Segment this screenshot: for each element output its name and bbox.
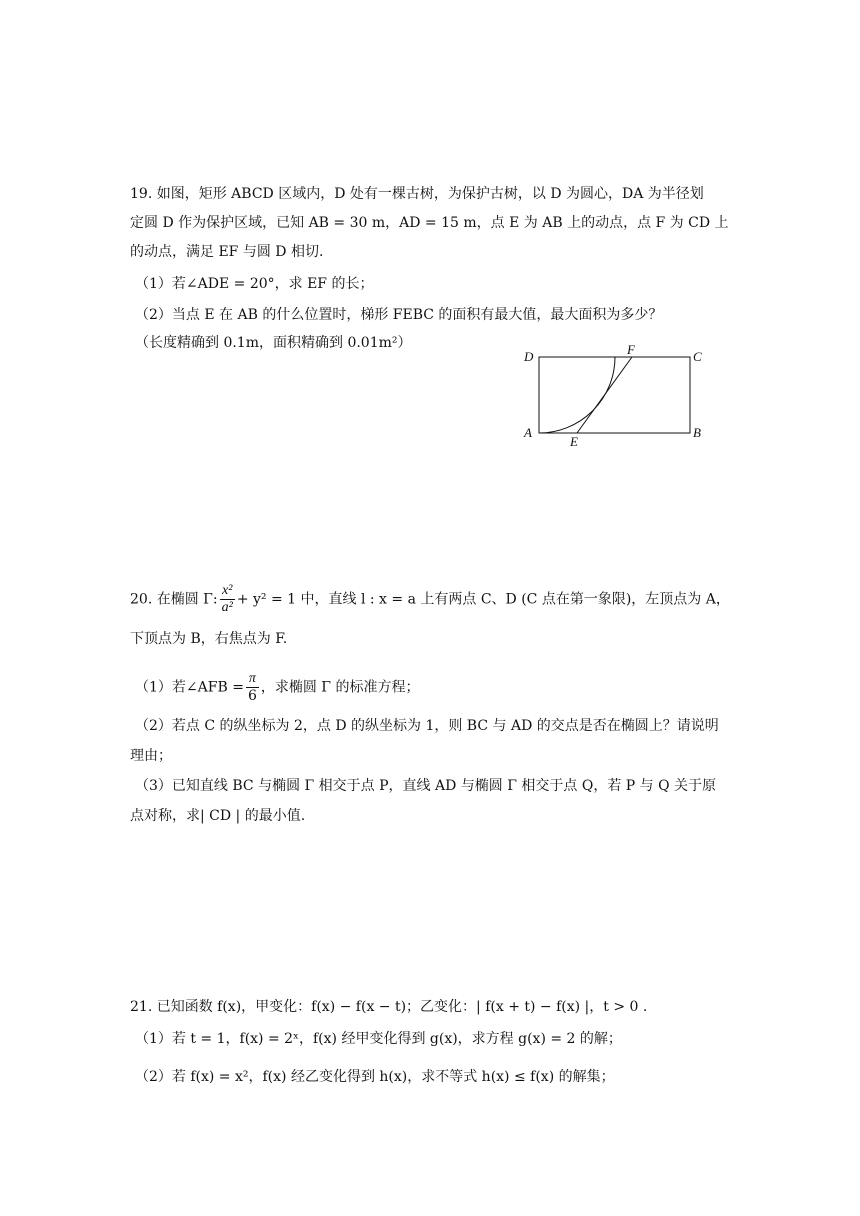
q20-line-2: 下顶点为 B，右焦点为 F. — [130, 631, 288, 647]
fraction-denominator: a² — [221, 600, 233, 615]
q21-part-2: （2）若 f(x) = x²，f(x) 经乙变化得到 h(x)，求不等式 h(x) ≤ f(x) 的解集； — [135, 1069, 615, 1085]
fraction-numerator: x² — [220, 583, 235, 600]
label-f: F — [627, 342, 635, 357]
circle-arc — [539, 357, 615, 433]
q20-line-1-post: + y² = 1 中，直线 l : x = a 上有两点 C、D (C 点在第一象限)，左顶点为 A， — [236, 591, 730, 608]
q20-line-1-pre: 20. 在椭圆 Γ: — [130, 591, 218, 608]
q21-line-1: 21. 已知函数 f(x)，甲变化：f(x) − f(x − t)；乙变化：| f(x + t) − f(x) |，t > 0 . — [130, 999, 648, 1015]
label-d: D — [524, 349, 534, 364]
label-c: C — [693, 349, 702, 364]
tangent-ef — [577, 357, 632, 433]
q20-part-2-a: （2）若点 C 的纵坐标为 2，点 D 的纵坐标为 1，则 BC 与 AD 的交点是否在椭圆上？请说明 — [135, 718, 719, 734]
q20-line-1 — [130, 583, 730, 616]
q20-part-3-a: （3）已知直线 BC 与椭圆 Γ 相交于点 P，直线 AD 与椭圆 Γ 相交于点 Q，若 P 与 Q 关于原 — [135, 778, 717, 794]
label-a: A — [524, 425, 532, 440]
q19-part-2: （2）当点 E 在 AB 的什么位置时，梯形 FEBC 的面积有最大值，最大面积为多少？ — [135, 307, 663, 323]
q20-part-3-b: 点对称，求| CD | 的最小值. — [130, 808, 306, 824]
q20-part-1-pre: （1）若∠AFB = — [135, 679, 244, 696]
six-denominator: 6 — [247, 688, 257, 704]
q19-line-2: 定圆 D 作为保护区域，已知 AB = 30 m，AD = 15 m，点 E 为 AB 上的动点，点 F 为 CD 上 — [130, 215, 729, 231]
pi-numerator: π — [246, 671, 259, 688]
q19-note: （长度精确到 0.1m，面积精确到 0.01m²） — [135, 335, 412, 351]
q19-line-1: 19. 如图，矩形 ABCD 区域内，D 处有一棵古树，为保护古树，以 D 为圆心，DA 为半径划 — [130, 186, 704, 202]
angle-fraction — [246, 671, 259, 704]
q19-part-1: （1）若∠ADE = 20°，求 EF 的长； — [135, 276, 374, 292]
q20-part-2-b: 理由； — [130, 748, 172, 764]
ellipse-fraction — [220, 583, 235, 616]
q19-line-3: 的动点，满足 EF 与圆 D 相切. — [130, 244, 324, 260]
label-e: E — [570, 434, 578, 449]
q21-part-1: （1）若 t = 1，f(x) = 2ˣ，f(x) 经甲变化得到 g(x)，求方程 g(x) = 2 的解； — [135, 1031, 622, 1047]
q20-part-1-post: ，求椭圆 Γ 的标准方程； — [260, 679, 420, 696]
q19-rectangle-figure — [515, 340, 715, 455]
q20-part-1 — [135, 671, 735, 704]
label-b: B — [693, 425, 701, 440]
